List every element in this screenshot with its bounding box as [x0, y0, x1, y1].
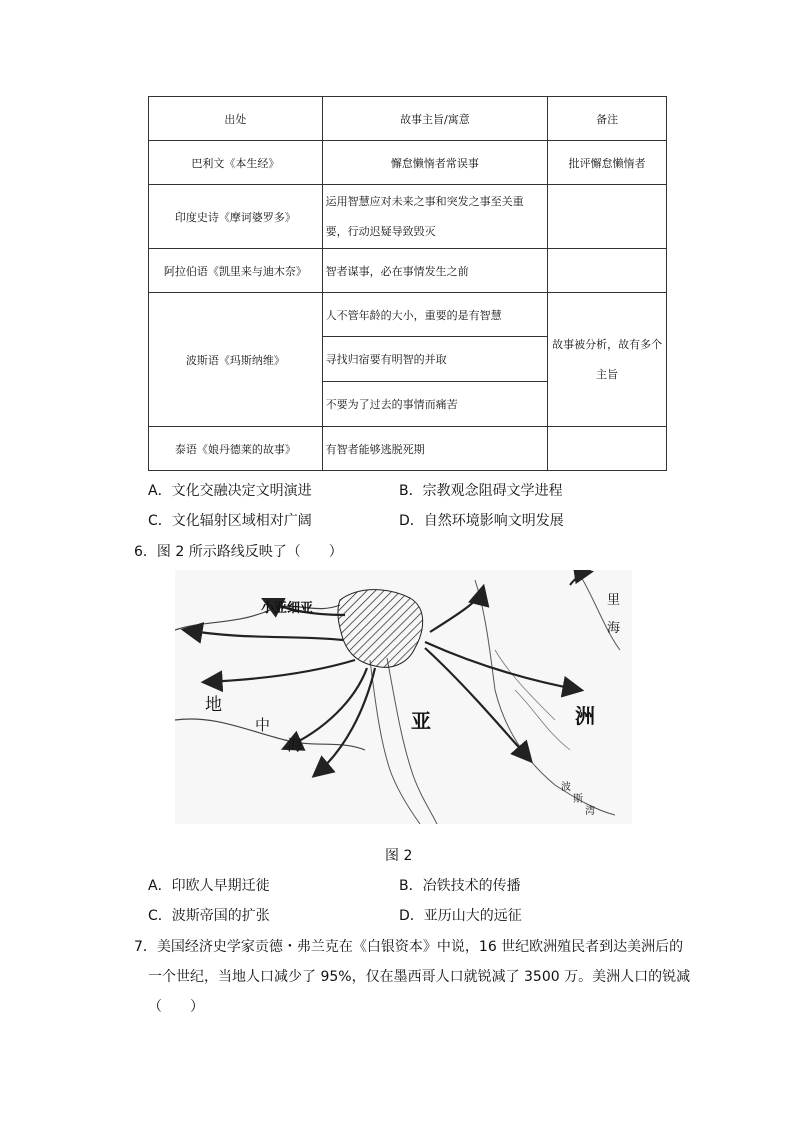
q5-option-c[interactable]: C．文化辐射区域相对广阔 — [148, 513, 312, 529]
row-note — [548, 427, 667, 471]
label-persian-gulf: 斯 — [573, 794, 583, 805]
row-note: 故事被分析，故有多个主旨 — [548, 293, 667, 427]
table-row — [149, 293, 667, 337]
q6-option-b[interactable]: B．冶铁技术的传播 — [399, 878, 521, 894]
table-header-row — [149, 97, 667, 141]
table-row — [149, 141, 667, 185]
row-theme: 寻找归宿要有明智的并取 — [322, 337, 548, 382]
label-mediterranean: 中 — [255, 716, 271, 734]
q5-option-d[interactable]: D．自然环境影响文明发展 — [399, 513, 564, 529]
row-theme: 人不管年龄的大小，重要的是有智慧 — [322, 293, 548, 337]
label-asia: 亚 — [411, 709, 431, 733]
label-caspian: 里 — [607, 593, 621, 608]
label-persian-gulf: 湾 — [585, 806, 595, 817]
table-row — [149, 249, 667, 293]
row-theme: 有智者能够逃脱死期 — [322, 427, 548, 471]
header-source: 出处 — [149, 97, 323, 141]
label-asia-minor: 小亚细亚 — [261, 601, 314, 616]
q7-stem-line1: 7．美国经济史学家贡德・弗兰克在《白银资本》中说，16 世纪欧洲殖民者到达美洲后的 — [134, 939, 684, 955]
row-note — [548, 249, 667, 293]
literature-table — [148, 96, 667, 471]
q5-option-b[interactable]: B．宗教观念阻碍文学进程 — [399, 483, 563, 499]
q7-stem-line2: 一个世纪，当地人口减少了 95%，仅在墨西哥人口就锐减了 3500 万。美洲人口的锐减 — [148, 969, 691, 985]
label-caspian: 海 — [607, 621, 621, 636]
row-source: 阿拉伯语《凯里来与迪木奈》 — [149, 249, 323, 293]
label-mediterranean: 地 — [205, 695, 222, 715]
row-theme: 不要为了过去的事情而痛苦 — [322, 382, 548, 427]
row-source: 泰语《娘丹德莱的故事》 — [149, 427, 323, 471]
row-source: 波斯语《玛斯纳维》 — [149, 293, 323, 427]
table-row — [149, 185, 667, 249]
row-theme: 智者谋事，必在事情发生之前 — [322, 249, 548, 293]
header-theme: 故事主旨/寓意 — [322, 97, 548, 141]
row-theme: 懈怠懒惰者常误事 — [322, 141, 548, 185]
row-source: 巴利文《本生经》 — [149, 141, 323, 185]
header-note: 备注 — [548, 97, 667, 141]
q6-option-d[interactable]: D．亚历山大的远征 — [399, 908, 522, 924]
q7-stem-line3: （ ） — [148, 999, 204, 1015]
label-mediterranean: 海 — [287, 736, 303, 754]
row-note: 批评懈怠懒惰者 — [548, 141, 667, 185]
label-asia: 洲 — [575, 704, 595, 728]
label-persian-gulf: 波 — [561, 782, 571, 793]
route-map — [175, 570, 632, 824]
q6-option-c[interactable]: C．波斯帝国的扩张 — [148, 908, 270, 924]
row-source: 印度史诗《摩诃婆罗多》 — [149, 185, 323, 249]
figure-caption: 图 2 — [385, 848, 413, 864]
q6-stem: 6．图 2 所示路线反映了（ ） — [134, 544, 343, 560]
row-theme: 运用智慧应对未来之事和突发之事至关重要，行动迟疑导致毁灭 — [322, 185, 548, 249]
row-note — [548, 185, 667, 249]
q5-option-a[interactable]: A．文化交融决定文明演进 — [148, 483, 312, 499]
table-row — [149, 427, 667, 471]
q6-option-a[interactable]: A．印欧人早期迁徙 — [148, 878, 270, 894]
